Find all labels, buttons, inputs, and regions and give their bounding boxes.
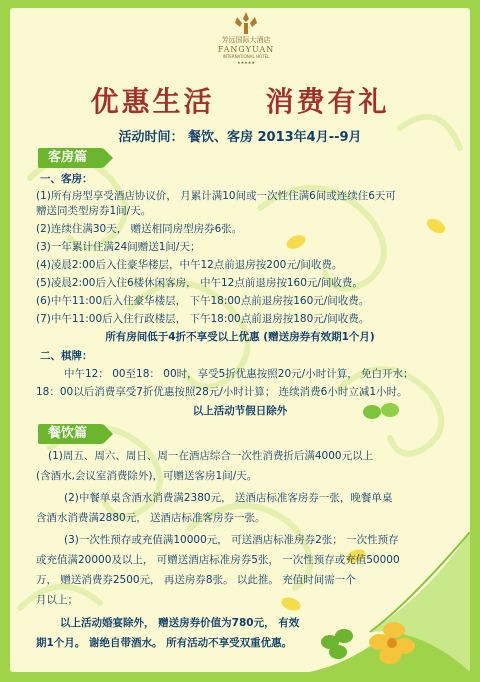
petal-icon <box>425 218 447 234</box>
dining-line: (1)周五、周六、周日、周一在酒店综合一次性消费折后满4000元以上 <box>48 450 374 462</box>
rooms-heading: 一、客房： <box>40 173 93 185</box>
holiday-note: 以上活动节假日除外 <box>192 405 288 417</box>
hotel-logo-icon <box>232 10 260 36</box>
rooms-line: (3)一年累计住满24间赠送1间/天； <box>36 241 201 253</box>
rooms-line: (1)所有房型享受酒店协议价， 月累计满10间或一次性住满6间或连续住6天可 <box>36 190 396 202</box>
dining-footer-line: 以上活动婚宴除外， 赠送房券价值为780元， 有效 <box>60 617 300 629</box>
hotel-name-cn: 芳远国际大酒店 <box>221 36 271 44</box>
leaf-icon <box>362 400 402 422</box>
poster <box>10 8 470 672</box>
poster-title: 优惠生活 消费有礼 <box>90 85 390 118</box>
chess-line: 中午12： 00至18： 00时，享受5折优惠按照20元/小时计算， 免白开水； <box>64 368 414 380</box>
dining-line: (3)一次性预存或充值满10000元， 可送酒店标准房券2张； 一次性预存 <box>64 534 399 546</box>
rooms-line: (7)中午11:00后入住行政楼层， 下午18:00点前退房按180元/间收费。 <box>36 313 370 325</box>
rooms-line: (6)中午11:00后入住豪华楼层， 下午18:00点前退房按160元/间收费。 <box>36 295 370 307</box>
petal-icon <box>285 234 307 250</box>
dining-line: (含酒水,会议室消费除外)，可赠送客房1间/天。 <box>36 470 258 482</box>
chess-heading: 二、棋牌： <box>40 350 93 362</box>
rooms-line: 赠送同类型房券1间/天。 <box>36 205 152 217</box>
promotion-period: 活动时间： 餐饮、客房 2013年4月--9月 <box>118 130 362 145</box>
dining-line: 万， 赠送消费券2500元， 再送房券8张。 以此推。 充值时间需一个 <box>36 574 356 586</box>
page-curl-decoration <box>310 532 470 672</box>
hotel-name-en: FANGYUAN <box>217 45 275 54</box>
rooms-line: (2)连续住满30天， 赠送相同房型房券6张。 <box>36 223 243 235</box>
hotel-name-sub: INTERNATIONAL HOTEL <box>222 54 270 59</box>
petal-icon <box>280 596 302 612</box>
hotel-stars: ★★★★★ <box>237 60 255 65</box>
hotel-logo <box>210 10 282 72</box>
rooms-discount-note: 所有房间低于4折不享受以上优惠 (赠送房券有效期1个月) <box>105 331 375 343</box>
dining-line: 或充值满20000及以上， 可赠送酒店标准房券5张， 一次性预存或充值50000 <box>36 554 400 566</box>
dining-footer-line: 期1个月。 谢绝自带酒水。 所有活动不享受双重优惠。 <box>36 637 293 649</box>
rooms-line: (4)凌晨2:00后入住豪华楼层，中午12点前退房按200元/间收费。 <box>36 259 343 271</box>
dining-section-tab: 餐饮篇 <box>38 424 103 444</box>
rooms-line: (5)凌晨2:00后入住6楼休闲客房， 中午12点前退房按160元/间收费。 <box>36 277 363 289</box>
rooms-section-tab: 客房篇 <box>38 148 103 168</box>
chess-line: 18：00以后消费享受7折优惠按照28元/小时计算； 连续消费6小时立减1小时。 <box>36 386 408 398</box>
dining-line: 月以上； <box>36 594 78 606</box>
dining-line: 含酒水消费满2880元， 送酒店标准客房券一张。 <box>36 512 266 524</box>
dining-line: (2)中餐单桌含酒水消费满2380元， 送酒店标准客房券一张，晚餐单桌 <box>64 492 393 504</box>
